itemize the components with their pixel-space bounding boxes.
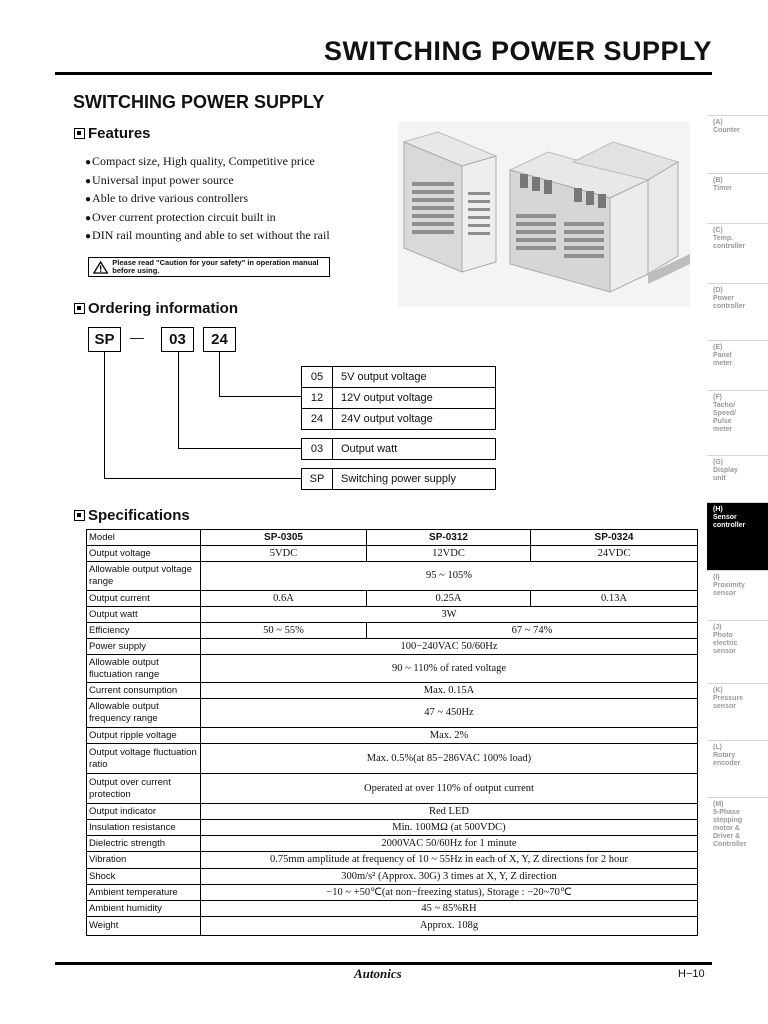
option-code: 05 (302, 367, 333, 388)
tab-code: (I) (713, 574, 720, 581)
voltage-options-table (301, 366, 496, 430)
spec-value: 3W (201, 607, 698, 623)
spec-value: 300m/s² (Approx. 30G) 3 times at X, Y, Z direction (201, 869, 698, 885)
spec-value: Max. 2% (201, 728, 698, 744)
spec-value: 50 ~ 55% (201, 623, 367, 639)
feature-item: ● Compact size, High quality, Competitive price (85, 153, 330, 172)
product-photo (398, 122, 690, 307)
table-row (87, 804, 698, 820)
spec-value: 12VDC (367, 546, 531, 562)
spec-label: Ambient temperature (87, 885, 201, 901)
side-tab-counter[interactable] (707, 115, 768, 173)
table-row (87, 852, 698, 869)
spec-label: Insulation resistance (87, 820, 201, 836)
header-rule (55, 72, 712, 75)
spec-value: 95 ~ 105% (201, 562, 698, 591)
spec-value: Max. 0.5%(at 85−286VAC 100% load) (201, 744, 698, 774)
spec-value: 0.13A (531, 591, 698, 607)
code-prefix-box: SP (88, 327, 121, 352)
spec-label: Current consumption (87, 683, 201, 699)
features-heading-label: Features (88, 125, 151, 142)
option-code: 12 (302, 388, 333, 409)
spec-label: Output indicator (87, 804, 201, 820)
watt-option-table (301, 438, 496, 460)
option-desc: 12V output voltage (333, 388, 496, 409)
spec-label: Shock (87, 869, 201, 885)
option-code: 24 (302, 409, 333, 430)
tab-label: Sensor controller (713, 514, 746, 529)
table-row (302, 409, 496, 430)
table-row (87, 607, 698, 623)
table-row (87, 562, 698, 591)
side-tab-tacho-speed-pulse-meter[interactable] (707, 390, 768, 455)
spec-value: 2000VAC 50/60Hz for 1 minute (201, 836, 698, 852)
spec-value: Operated at over 110% of output current (201, 774, 698, 804)
side-tab-stepping-motor[interactable] (707, 797, 768, 865)
tab-label: Proximity sensor (713, 582, 745, 597)
specifications-table (86, 529, 698, 936)
side-tab-sensor-controller[interactable] (707, 502, 768, 570)
tab-code: (C) (713, 227, 723, 234)
table-row (87, 699, 698, 728)
tab-label: Timer (713, 185, 732, 192)
table-row (87, 728, 698, 744)
option-desc: 24V output voltage (333, 409, 496, 430)
tab-code: (A) (713, 119, 723, 126)
spec-value: 67 ~ 74% (367, 623, 698, 639)
tab-label: 5-Phase stepping motor & Driver & Controller (713, 809, 747, 848)
table-row (302, 439, 496, 460)
table-row (87, 901, 698, 917)
feature-item: ● Over current protection circuit built in (85, 209, 330, 228)
table-row (87, 530, 698, 546)
table-row (87, 774, 698, 804)
table-row (87, 836, 698, 852)
side-tab-pressure-sensor[interactable] (707, 683, 768, 740)
tab-label: Photo electric sensor (713, 632, 738, 655)
tab-label: Display unit (713, 467, 738, 482)
caution-text: Please read "Caution for your safety" in operation manual before using. (112, 257, 319, 275)
tab-code: (G) (713, 459, 724, 466)
spec-value: −10 ~ +50℃(at non−freezing status), Storage : −20~70℃ (201, 885, 698, 901)
side-tab-timer[interactable] (707, 173, 768, 223)
spec-value: Min. 100MΩ (at 500VDC) (201, 820, 698, 836)
table-row (87, 683, 698, 699)
tab-label: Tacho/ Speed/ Pulse meter (713, 402, 736, 433)
connector-line (104, 352, 105, 479)
side-tab-temp-controller[interactable] (707, 223, 768, 283)
spec-label: Output watt (87, 607, 201, 623)
side-tab-proximity-sensor[interactable] (707, 570, 768, 620)
spec-label: Dielectric strength (87, 836, 201, 852)
ordering-heading (74, 300, 238, 317)
table-row (87, 591, 698, 607)
spec-label: Model (87, 530, 201, 546)
specifications-heading (74, 507, 190, 524)
spec-value: Red LED (201, 804, 698, 820)
tab-label: Panel meter (713, 352, 733, 367)
square-bullet-icon (74, 128, 85, 139)
spec-label: Output over current protection (87, 774, 201, 804)
tab-label: Counter (713, 127, 740, 134)
spec-label: Ambient humidity (87, 901, 201, 917)
table-row (87, 639, 698, 655)
table-row (87, 744, 698, 774)
feature-item: ● Universal input power source (85, 172, 330, 191)
code-watt-box: 03 (161, 327, 194, 352)
spec-label: Allowable output frequency range (87, 699, 201, 728)
tab-code: (L) (713, 744, 722, 751)
code-volt-box: 24 (203, 327, 236, 352)
caution-box (88, 257, 330, 277)
features-heading (74, 125, 151, 142)
spec-label: Allowable output fluctuation range (87, 655, 201, 683)
tab-code: (B) (713, 177, 723, 184)
features-list (85, 153, 330, 246)
table-row (87, 917, 698, 936)
table-row (87, 546, 698, 562)
spec-value: Approx. 108g (201, 917, 698, 936)
tab-code: (D) (713, 287, 723, 294)
spec-label: Output voltage fluctuation ratio (87, 744, 201, 774)
table-row (87, 885, 698, 901)
square-bullet-icon (74, 303, 85, 314)
tab-label: Rotary encoder (713, 752, 741, 767)
feature-item: ● Able to drive various controllers (85, 190, 330, 209)
side-tab-power-controller[interactable] (707, 283, 768, 340)
option-code: SP (302, 469, 333, 490)
table-row (87, 623, 698, 639)
tab-label: Temp. controller (713, 235, 746, 250)
side-tab-rotary-encoder[interactable] (707, 740, 768, 797)
connector-line (219, 396, 301, 397)
tab-label: Power controller (713, 295, 746, 310)
spec-value: 45 ~ 85%RH (201, 901, 698, 917)
table-row (302, 388, 496, 409)
warning-icon (93, 260, 108, 275)
table-row (302, 469, 496, 490)
side-tab-display-unit[interactable] (707, 455, 768, 502)
spec-value: 90 ~ 110% of rated voltage (201, 655, 698, 683)
ordering-heading-label: Ordering information (88, 300, 238, 317)
footer-rule (55, 962, 712, 965)
spec-label: Efficiency (87, 623, 201, 639)
spec-value: 5VDC (201, 546, 367, 562)
spec-label: Power supply (87, 639, 201, 655)
spec-label: Output voltage (87, 546, 201, 562)
spec-label: Output current (87, 591, 201, 607)
table-row (87, 820, 698, 836)
table-row (87, 655, 698, 683)
square-bullet-icon (74, 510, 85, 521)
spec-value: 0.75mm amplitude at frequency of 10 ~ 55Hz in each of X, Y, Z directions for 2 hour (201, 852, 698, 869)
connector-line (178, 448, 301, 449)
spec-value: 0.6A (201, 591, 367, 607)
tab-label: Pressure sensor (713, 695, 743, 710)
specifications-heading-label: Specifications (88, 507, 190, 524)
model-name: SP-0324 (531, 530, 698, 546)
model-name: SP-0305 (201, 530, 367, 546)
option-desc: Switching power supply (333, 469, 496, 490)
connector-line (178, 352, 179, 449)
spec-label: Allowable output voltage range (87, 562, 201, 591)
spec-value: 0.25A (367, 591, 531, 607)
option-desc: Output watt (333, 439, 496, 460)
option-desc: 5V output voltage (333, 367, 496, 388)
tab-code: (K) (713, 687, 723, 694)
page-number: H−10 (678, 968, 705, 980)
tab-code: (J) (713, 624, 722, 631)
spec-label: Output ripple voltage (87, 728, 201, 744)
side-tab-photo-electric-sensor[interactable] (707, 620, 768, 683)
page-header-title: SWITCHING POWER SUPPLY (323, 36, 712, 66)
table-row (302, 367, 496, 388)
option-code: 03 (302, 439, 333, 460)
tab-code: (M) (713, 801, 724, 808)
tab-code: (H) (713, 506, 723, 513)
spec-value: Max. 0.15A (201, 683, 698, 699)
connector-line (104, 478, 301, 479)
tab-code: (F) (713, 394, 722, 401)
spec-label: Weight (87, 917, 201, 936)
spec-value: 100−240VAC 50/60Hz (201, 639, 698, 655)
model-name: SP-0312 (367, 530, 531, 546)
spec-value: 24VDC (531, 546, 698, 562)
side-tab-panel-meter[interactable] (707, 340, 768, 390)
type-option-table (301, 468, 496, 490)
autonics-logo: Autonics (354, 966, 402, 981)
spec-label: Vibration (87, 852, 201, 869)
connector-line (219, 352, 220, 397)
section-title: SWITCHING POWER SUPPLY (73, 92, 325, 112)
table-row (87, 869, 698, 885)
spec-value: 47 ~ 450Hz (201, 699, 698, 728)
code-dash: — (130, 329, 144, 345)
tab-code: (E) (713, 344, 723, 351)
feature-item: ● DIN rail mounting and able to set without the rail (85, 227, 330, 246)
